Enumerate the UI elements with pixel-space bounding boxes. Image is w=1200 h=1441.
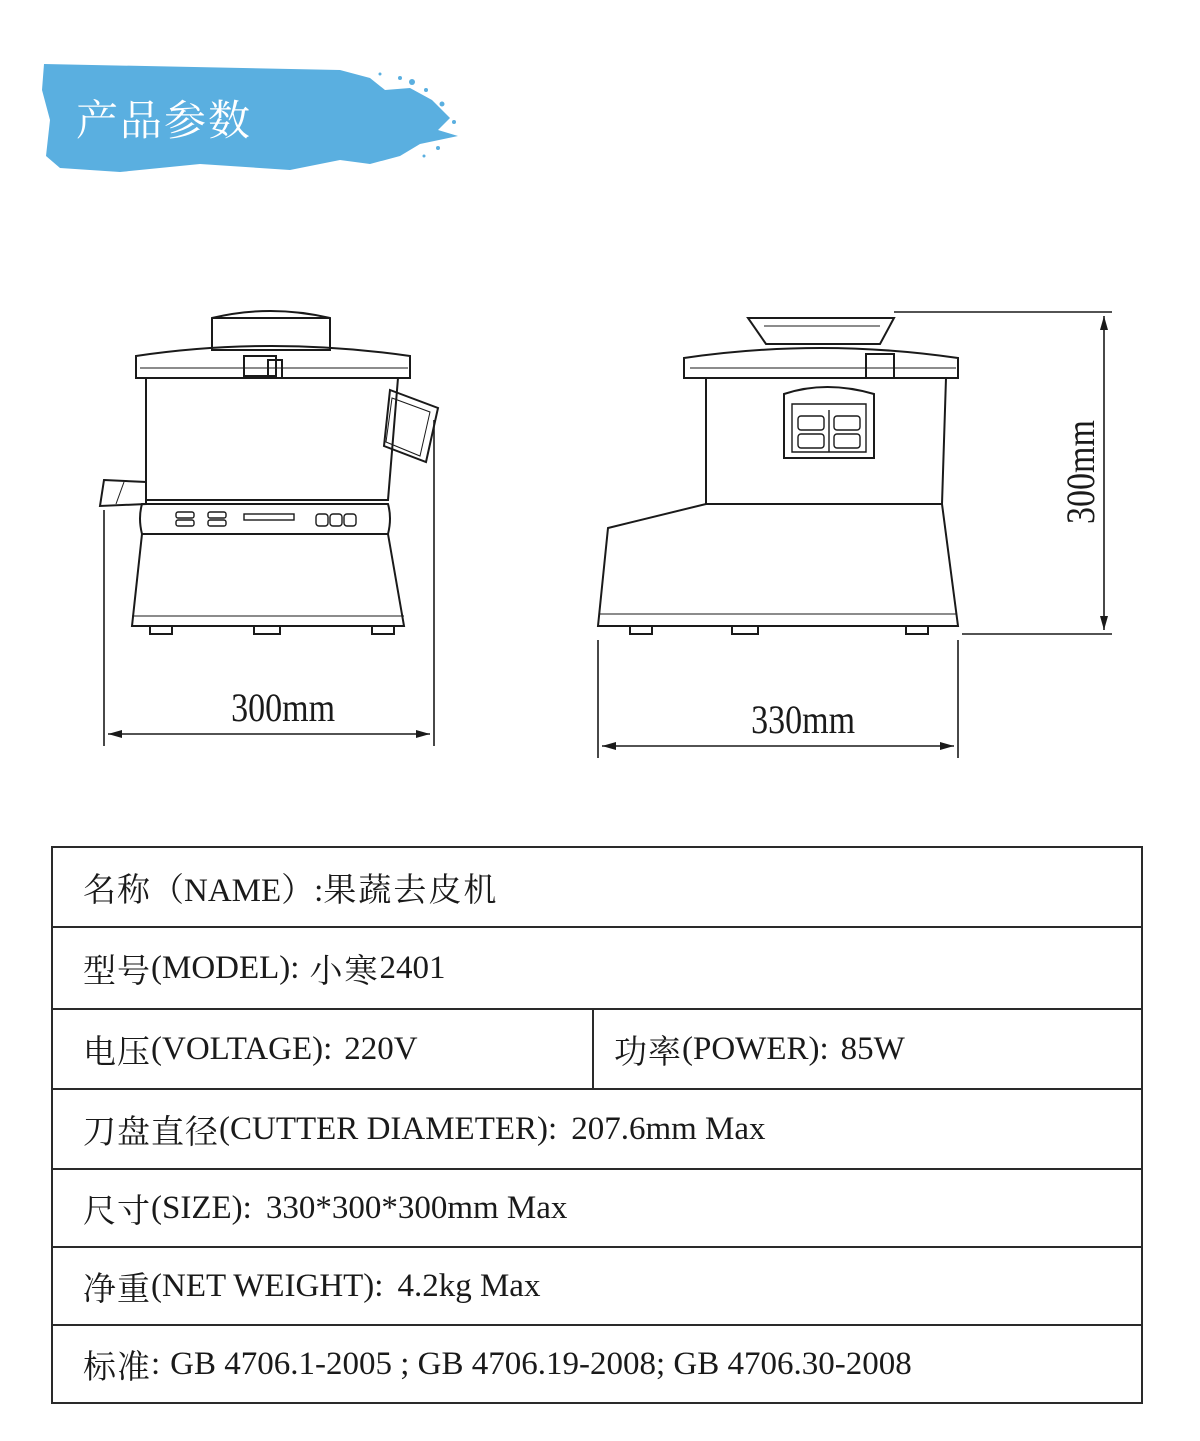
spec-label-en: (MODEL):	[151, 949, 300, 986]
spec-row-model	[53, 928, 1141, 1010]
spec-label-cn: 功率	[614, 1031, 682, 1071]
spec-value: 330*300*300mm Max	[265, 1189, 568, 1226]
spec-label-en: （NAME）:	[151, 872, 324, 909]
spec-label-cn: 尺寸	[83, 1190, 151, 1230]
spec-row-size	[53, 1170, 1141, 1248]
front-width-label: 300mm	[231, 685, 336, 730]
spec-value: 85W	[840, 1030, 905, 1067]
spec-row-voltage-power	[53, 1010, 1141, 1090]
spec-label-en: (VOLTAGE):	[151, 1030, 333, 1067]
spec-label-cn: 名称	[83, 869, 151, 909]
spec-label-en: :	[151, 1345, 161, 1382]
spec-label-en: (CUTTER DIAMETER):	[219, 1110, 558, 1147]
spec-row-name	[53, 848, 1141, 928]
page-title: 产品参数	[76, 96, 253, 145]
spec-value: 4.2kg Max	[397, 1267, 541, 1304]
side-width-label: 330mm	[751, 697, 856, 742]
spec-cell-power	[594, 1010, 905, 1088]
spec-label-cn: 刀盘直径	[83, 1111, 219, 1151]
spec-cell	[53, 1170, 567, 1246]
side-view-drawing	[598, 318, 958, 634]
front-view-drawing	[100, 311, 438, 634]
spec-label-en: (NET WEIGHT):	[151, 1267, 384, 1304]
spec-label-en: (POWER):	[682, 1030, 829, 1067]
spec-cell	[53, 848, 498, 926]
spec-label-cn: 净重	[83, 1268, 151, 1308]
spec-cell	[53, 1248, 540, 1324]
spec-cell	[53, 1326, 912, 1402]
spec-row-cutter	[53, 1090, 1141, 1170]
spec-label-en: (SIZE):	[151, 1189, 252, 1226]
spec-cell-voltage	[53, 1010, 594, 1088]
spec-cell	[53, 928, 445, 1008]
spec-label-cn: 型号	[83, 950, 151, 990]
spec-value-number: 2401	[379, 949, 446, 986]
spec-label-cn: 电压	[83, 1031, 151, 1071]
spec-label-cn: 标准	[83, 1346, 151, 1386]
spec-value: 果蔬去皮机	[323, 869, 499, 909]
spec-value: GB 4706.1-2005 ; GB 4706.19-2008; GB 4706.30-2008	[170, 1345, 912, 1382]
spec-cell	[53, 1090, 766, 1168]
spec-value: 207.6mm Max	[571, 1110, 766, 1147]
height-label: 300mm	[1058, 420, 1104, 524]
spec-row-weight	[53, 1248, 1141, 1326]
spec-value-cn: 小寒	[309, 950, 380, 990]
spec-row-standard	[53, 1326, 1141, 1402]
spec-value: 220V	[344, 1030, 418, 1067]
spec-table	[51, 846, 1143, 1404]
